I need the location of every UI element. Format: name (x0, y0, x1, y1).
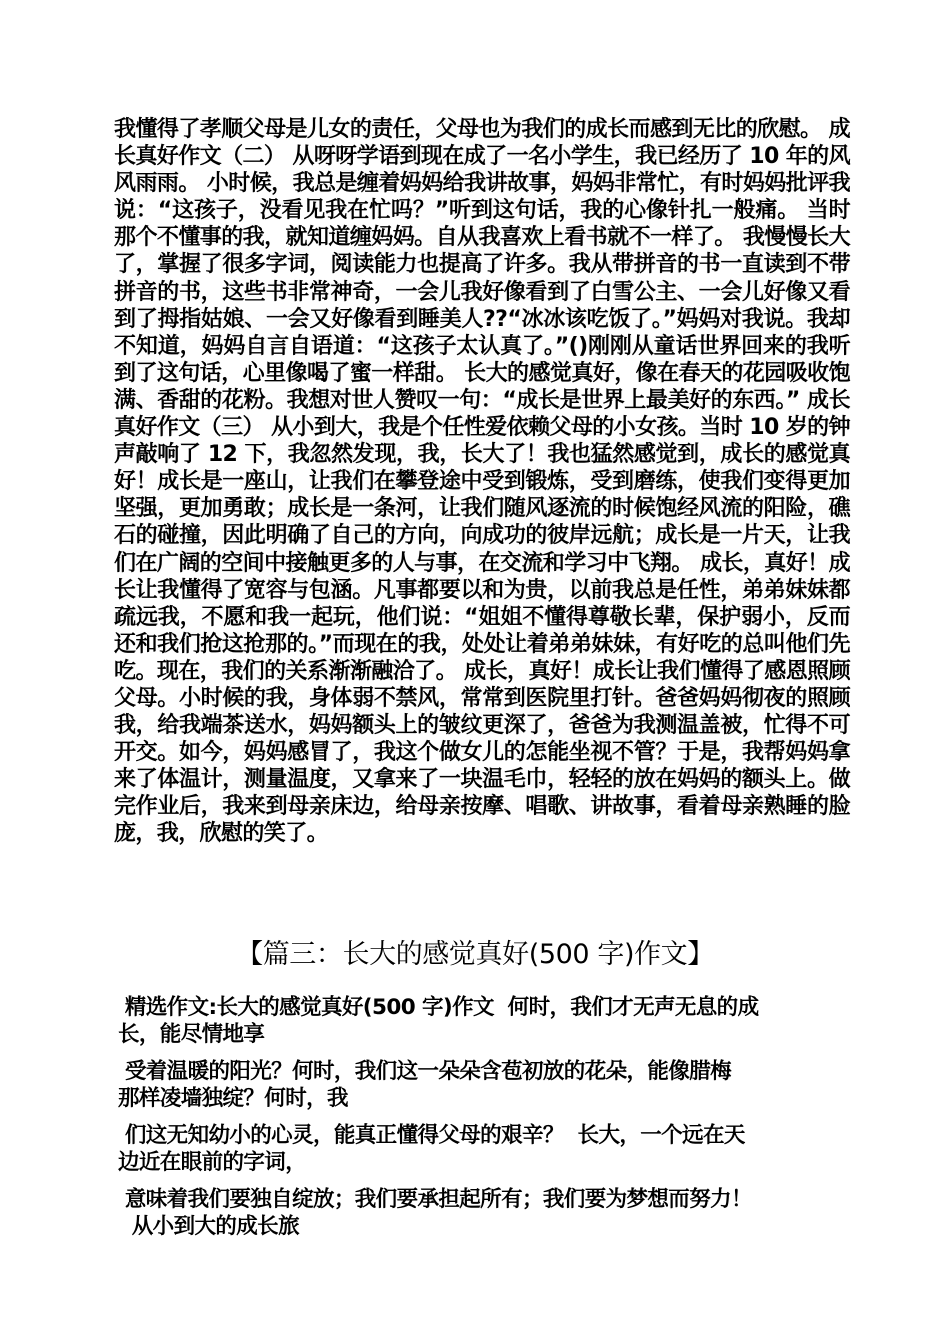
excerpt-line: 受着温暖的阳光？何时，我们这一朵朵含苞初放的花朵，能像腊梅 (118, 1059, 731, 1084)
essay-excerpt (118, 994, 848, 1240)
excerpt-line: 们这无知幼小的心灵，能真正懂得父母的艰辛？ 长大，一个远在天 (118, 1123, 745, 1148)
excerpt-line: 精选作文:长大的感觉真好(500 字)作文 何时，我们才无声无息的成 (118, 995, 759, 1020)
section-heading: 【篇三：长大的感觉真好(500 字)作文】 (236, 939, 714, 970)
excerpt-line: 从小到大的成长旅 (118, 1214, 299, 1239)
excerpt-line: 长，能尽情地享 (118, 1022, 265, 1047)
essay-body-paragraph: 我懂得了孝顺父母是儿女的责任，父母也为我们的成长而感到无比的欣慰。 成长真好作文（二） 从呀呀学语到现在成了一名小学生，我已经历了 10 年的风风雨雨。 小时候，我总是缠着妈妈给我讲故事，妈妈非常忙，有时妈妈批评我说：“这孩子，没看见我在忙吗？”听到这句话，我的心像针扎一般痛。 当时那个不懂事的我，就知道缠妈妈。自从我喜欢上看书就不一样了。 我慢慢长大了，掌握了很多字词，阅读能力也提高了许多。我从带拼音的书一直读到不带拼音的书，这些书非常神奇，一会儿我好像看到了白雪公主、一会儿好像又看到了拇指姑娘、一会又好像看到睡美人??“冰冰该吃饭了。”妈妈对我说。我却不知道，妈妈自言自语道：“这孩子太认真了。”()刚刚从童话世界回来的我听到了这句话，心里像喝了蜜一样甜。 长大的感觉真好，像在春天的花园吸收饱满、香甜的花粉。我想对世人赞叹一句：“成长是世界上最美好的东西。” 成长真好作文（三） 从小到大，我是个任性爱依赖父母的小女孩。当时 10 岁的钟声敲响了 12 下，我忽然发现，我，长大了！我也猛然感觉到，成长的感觉真好！成长是一座山，让我们在攀登途中受到锻炼，受到磨练，使我们变得更加坚强，更加勇敢；成长是一条河，让我们随风逐流的时候饱经风流的阳险，礁石的碰撞，因此明确了自己的方向，向成功的彼岸远航；成长是一片天，让我们在广阔的空间中接触更多的人与事，在交流和学习中飞翔。 成长，真好！成长让我懂得了宽容与包涵。凡事都要以和为贵，以前我总是任性，弟弟妹妹都疏远我，不愿和我一起玩，他们说：“姐姐不懂得尊敬长辈，保护弱小，反而还和我们抢这抢那的。”而现在的我，处处让着弟弟妹妹，有好吃的总叫他们先吃。现在，我们的关系渐渐融洽了。 成长，真好！成长让我们懂得了感恩照顾父母。小时候的我，身体弱不禁风，常常到医院里打针。爸爸妈妈彻夜的照顾我，给我端茶送水，妈妈额头上的皱纹更深了，爸爸为我测温盖被，忙得不可开交。如今，妈妈感冒了，我这个做女儿的怎能坐视不管？于是，我帮妈妈拿来了体温计，测量温度，又拿来了一块温毛巾，轻轻的放在妈妈的额头上。做完作业后，我来到母亲床边，给母亲按摩、唱歌、讲故事，看着母亲熟睡的脸庞，我，欣慰的笑了。 (114, 117, 850, 847)
excerpt-line: 边近在眼前的字词， (118, 1150, 307, 1175)
excerpt-line: 意味着我们要独自绽放；我们要承担起所有；我们要为梦想而努力！ (118, 1187, 752, 1212)
excerpt-line: 那样凌墙独绽？何时，我 (118, 1086, 348, 1111)
